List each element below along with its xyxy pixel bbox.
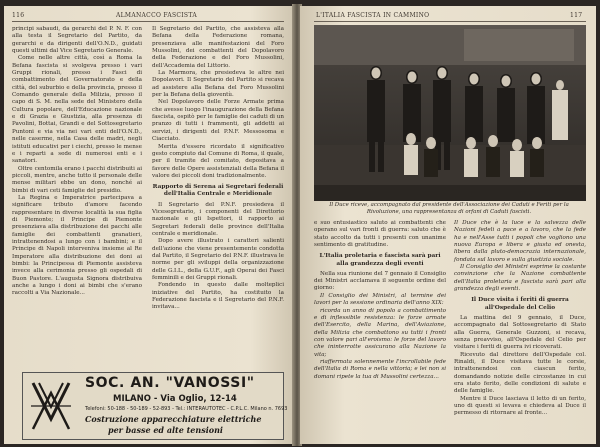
section-heading: Il Duce visita i feriti di guerra all'Ospedale del Celio	[471, 297, 569, 311]
paragraph-italic: riaffermata solennemente l'incrollabile fede dell'Italia di Roma e nella vittoria; e lei non si domani ripete la tua di Mussolini certezza...	[314, 358, 446, 380]
paragraph-italic: ricorda un anno di popolo a combattimento e di inflessibile resistenza: le forze armate dell'Esercito, della Marina, dell'Aviazione, della Milizia che combattono su tutti i fronti con valore pari all'eroismo: le forze del lavoro che ininterrotte assicurano alla Nazione la vita;	[314, 307, 446, 358]
left-column-2	[152, 26, 284, 368]
ad-tagline-2: per basse ed alte tensioni	[108, 425, 223, 435]
paragraph: Il Segretario del P.N.F. presiedeva il Vicesegretario, i componenti del Direttorio nazionale e gli Ispettori, il rapporto ai Segretari federali delle province dell'Italia centrale e meridionale.	[152, 201, 284, 237]
paragraph-italic: Il Consiglio dei Ministri, al termine dei lavori per la sessione ordinaria dell'anno XIX:	[314, 292, 446, 307]
header-rule	[314, 21, 586, 22]
photo-image	[314, 25, 586, 201]
paragraph: Nel Dopolavoro delle Forze Armate prima che avesse luogo l'inaugurazione della Befana fascista, ospitò per le famiglie dei caduti di un pranzo di tutti i frammenti, gli addetti ai servizi, i dirigenti del P.N.F. Messosoma e Ciacciato.	[152, 99, 284, 143]
paragraph: Fondendo in questo dalle molteplici iniziative del Partito, ha costituito la Federazione fascista e il Segretario del P.N.F. invitava...	[152, 282, 284, 311]
paragraph: Mentre il Duce lasciava il letto di un ferito, uno di questi si levava e chiedeva al Duce il permesso di ritornare al fronte...	[454, 395, 586, 417]
paragraph: principi sabaudi, da gerarchi del P. N. F. con alla testa il Segretario del Partito, da gerarchi e da dirigenti dell'O.N.D., guidati questi ultimi dal Vice Segretario Generale.	[12, 26, 142, 55]
left-running-head: ALMANACCO FASCISTA	[116, 12, 197, 19]
left-page	[4, 6, 294, 444]
paragraph: Merita d'essere ricordato il significativo gesto compiuto dal Comune di Roma, il quale, per il tramite del comitato, depositava a favore delle Opere assistenziali della Befana il valore dei piccoli doni tradizionalmente.	[152, 143, 284, 179]
photo-caption: Il Duce riceve, accompagnato dal presidente dell'Associazione dei Caduti e Feriti per la Rivoluzione, una rappresentanza di orfani di Caduti fascisti.	[329, 202, 569, 215]
paragraph: Come nelle altre città, così a Roma la Befana fascista si svolgeva presso i vari Gruppi rionali, presso i Fasci di combattimento del Governatorato e della città, del suburbio e della provincia, presso il Comando generale della Milizia, presso il capo di S. M. nella sede del Ministero della Cultura popolare, dell'Educazione nazionale e di Grazia e Giustizia, alla presenza di Pavolini, Bottai, Grandi e del Sottosegretario Puntoni e via via nei vari enti dell'O.N.D., nelle caserme, nella Casa delle madri, negli istituti educativi per i ciechi, presso le mense e i reparti a sede di numerosi enti e i sanatori.	[12, 55, 142, 165]
paragraph: La Marmora, che presiedeva le altre nei Dopolavori. Il Segretario del Partito si recava ad assistere alla Befana del Foro Mussolini per la Befana della gioventù.	[152, 70, 284, 99]
paragraph: Ricevuto dal direttore dell'Ospedale col. Rinaldi, il Duce visitava tutte le corsie, intrattenendosi con ciascun ferito, domandando notizie delle circostanze in cui era stato ferito, delle condizioni di salute e delle famiglie.	[454, 351, 586, 395]
paragraph-italic: Il Duce che è la luce e la salvezza delle Nazioni fedeli a pace e a lavoro, che la fede ha e nell'Asse tutti i popoli che vogliono una nuova Europa e libera e giusta ed onesta, libera dalla pluto-democrazia internazionale, fondata sul lavoro e sulla giustizia sociale.	[454, 220, 586, 263]
right-running-head: L'ITALIA FASCISTA IN CAMMINO	[316, 12, 430, 19]
paragraph: Nella sua riunione del 7 gennaio il Consiglio dei Ministri acclamava il seguente ordine del giorno:	[314, 270, 446, 292]
section-heading: Rapporto di Serena ai Segretari federali dell'Italia Centrale e Meridionale	[152, 184, 284, 198]
ad-tagline-1: Costruzione apparecchiature elettriche	[85, 414, 262, 424]
paragraph-italic: Il Consiglio dei Ministri esprime la costante convinzione che la Nazione combattente dell'Italia proletaria e fascista sarà pari alla grandezza degli eventi.	[454, 264, 586, 293]
left-column-1	[12, 26, 142, 368]
vanossi-logo-icon	[29, 379, 73, 433]
right-column-2	[454, 220, 586, 440]
paragraph: Oltre centomila erano i pacchi distribuiti ai piccoli, mentre, anche tutto il personale delle mense militari ebbe un dono, nonché ai bimbi di vari ceti famiglie del presidio.	[12, 165, 142, 194]
paragraph: e suo entusiastico saluto ai combattenti che operano sul vari fronti di guerra: saluto che è stato accolto da tutti i presenti con unanime sentimento di gratitudine.	[314, 220, 446, 249]
header-rule	[12, 21, 284, 22]
paragraph: Dopo avere illustrato i caratteri salienti dell'azione che viene presentemente condotta dal Partito, il Segretario del P.N.F. illustrava le norme per gli sviluppi della organizzazione delle G.I.L., della G.U.F., agli Operai dei Fasci femminili e dei Gruppi rionali.	[152, 238, 284, 282]
paragraph: Il Segretario del Partito, che assisteva alla Befana della Federazione romana, presenziava alle manifestazioni del Foro Mussolini, dei combattenti del Dopolavoro della Federazione e del Foro Mussolini, dell'Accademia del Littorio.	[152, 26, 284, 69]
paragraph: La mattina del 9 gennaio, il Duce, accompagnato dal Sottosegretario di Stato alla Guerra, Generale Guzzoni, si recava, senza preavviso, all'Ospedale del Celio per visitare i feriti di guerra ivi ricoverati.	[454, 314, 586, 351]
section-heading: L'Italia proletaria e fascista sarà pari alla grandezza degli eventi	[319, 253, 441, 267]
right-page-number: 117	[570, 12, 583, 19]
paragraph: La Regina e Imperatrice partecipava a significare tributo d'amore facendo rappresentare in diverse località la sua figlia di Piemonte; il Principe di Piemonte presenziava alla distribuzione dei pacchi alle famiglie dei combattenti granatieri, intrattenendosi a lungo con i bambini; e il Principe di Napoli interveniva insieme al Re Imperatore alla distribuzione dei doni ai bimbi: la Principessa di Piemonte assisteva invece alla cerimonia presso gli ospedali di Buon Pastore. L'augusta Signora distribuiva anche a lungo i doni ai bimbi che s'erano raccolti a Via Nazionale...	[12, 194, 142, 297]
left-page-number: 116	[12, 12, 25, 19]
vanossi-advertisement	[22, 372, 288, 440]
right-column-1	[314, 220, 446, 440]
ad-company-name: SOC. AN. "VANOSSI"	[85, 375, 255, 391]
ad-address: MILANO - Via Oglio, 12-14	[113, 394, 237, 404]
ad-phone-numbers: Telefoni: 50-188 - 50-189 - 52-893 - Tel.: INTERAUTOTEC - C.P.L.C. Milano n. 7693	[85, 406, 288, 412]
photograph-duce-with-orphans	[314, 25, 586, 201]
right-page	[300, 6, 596, 444]
